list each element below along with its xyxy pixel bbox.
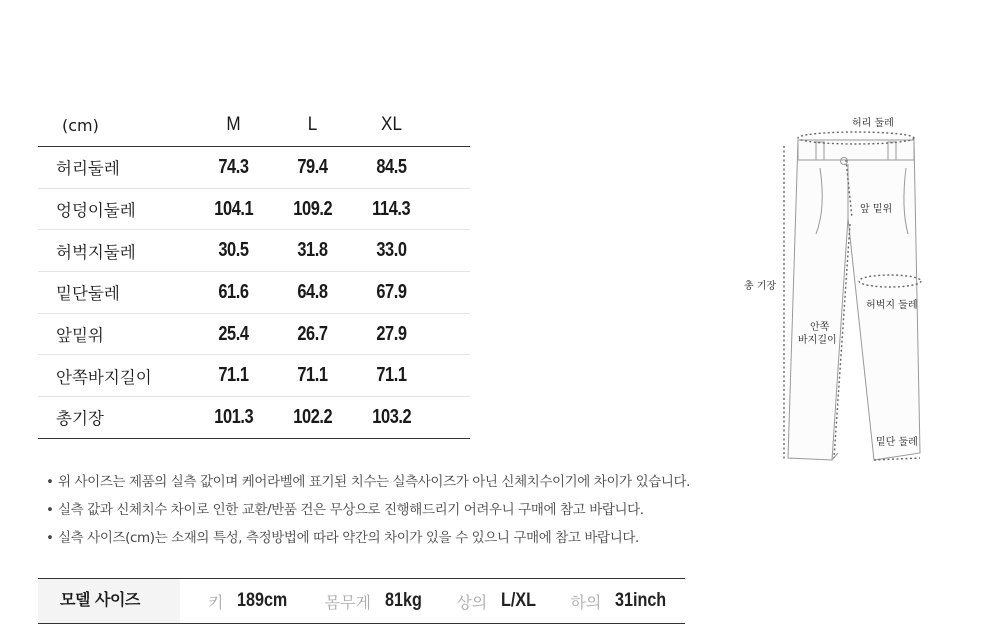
size-table [38, 104, 470, 439]
cell-value: 114.3 [372, 197, 411, 220]
model-weight [325, 590, 429, 613]
note-text: 실측 사이즈(cm)는 소재의 특성, 측정방법에 따라 약간의 차이가 있을 수 있으니 구매에 참고 바랍니다. [58, 530, 639, 546]
note-text: 실측 값과 신체치수 차이로 인한 교환/반품 건은 무상으로 진행해드리기 어려우니 구매에 참고 바랍니다. [58, 502, 644, 518]
model-value: 31inch [615, 590, 667, 611]
table-row [38, 272, 470, 314]
cell-value: 102.2 [292, 405, 333, 428]
cell-value: 33.0 [376, 239, 407, 262]
note-item [46, 498, 690, 526]
cell-value: 25.4 [218, 322, 249, 345]
model-key: 상의 [456, 592, 488, 612]
cell-value: 103.2 [371, 405, 412, 428]
table-row [38, 313, 470, 355]
inseam-label-line1: 안쪽 [810, 322, 830, 333]
size-col-l: L [307, 114, 318, 135]
model-key: 키 [208, 592, 224, 612]
hem-label: 밑단 둘레 [876, 437, 918, 448]
pants-measurement-diagram [736, 108, 936, 468]
cell-value: 61.6 [218, 280, 249, 303]
cell-value: 26.7 [297, 322, 328, 345]
cell-value: 71.1 [297, 364, 328, 387]
model-key: 몸무게 [324, 592, 372, 612]
waist-label: 허리 둘레 [852, 118, 894, 129]
row-label: 밑단둘레 [56, 284, 120, 304]
size-col-m: M [226, 114, 241, 135]
bullet-icon: • [46, 502, 54, 518]
model-value: L/XL [501, 590, 537, 611]
size-table-header [38, 104, 470, 147]
unit-label: (cm) [62, 115, 99, 135]
row-label: 앞밑위 [56, 326, 104, 346]
table-row [38, 355, 470, 397]
row-label: 엉덩이둘레 [56, 201, 136, 221]
bullet-icon: • [46, 530, 54, 546]
total-length-label: 총 기장 [744, 281, 777, 292]
model-height [208, 590, 297, 613]
model-size-title: 모델 사이즈 [38, 579, 180, 623]
cell-value: 104.1 [213, 197, 254, 220]
size-notes [46, 470, 690, 554]
model-bottom-size [570, 590, 675, 613]
cell-value: 109.2 [292, 197, 333, 220]
inseam-label-line2: 바지길이 [798, 335, 837, 346]
note-text: 위 사이즈는 제품의 실측 값이며 케어라벨에 표기된 치수는 실측사이즈가 아닌 신체치수이기에 차이가 있습니다. [58, 474, 691, 490]
model-size-bar [38, 578, 685, 624]
model-top-size [456, 590, 542, 613]
cell-value: 71.1 [218, 364, 249, 387]
thigh-label: 허벅지 둘레 [866, 300, 918, 311]
model-value: 81kg [385, 590, 422, 611]
model-key: 하의 [570, 592, 602, 612]
table-row [38, 188, 470, 230]
cell-value: 101.3 [213, 405, 254, 428]
model-value: 189cm [237, 590, 288, 611]
cell-value: 31.8 [297, 239, 328, 262]
table-row [38, 230, 470, 272]
table-row [38, 397, 470, 439]
bullet-icon: • [46, 474, 54, 490]
row-label: 안쪽바지길이 [56, 367, 152, 387]
cell-value: 67.9 [376, 280, 407, 303]
cell-value: 64.8 [297, 280, 328, 303]
rise-label: 앞 밑위 [860, 204, 893, 215]
cell-value: 79.4 [297, 155, 328, 178]
row-label: 허벅지둘레 [56, 242, 136, 262]
cell-value: 27.9 [376, 322, 407, 345]
row-label: 허리둘레 [56, 159, 120, 179]
table-row [38, 147, 470, 189]
note-item [46, 470, 690, 498]
cell-value: 30.5 [218, 239, 249, 262]
note-item [46, 526, 690, 554]
cell-value: 84.5 [376, 155, 407, 178]
cell-value: 71.1 [376, 364, 407, 387]
row-label: 총기장 [56, 409, 104, 429]
cell-value: 74.3 [218, 155, 249, 178]
size-col-xl: XL [381, 114, 402, 135]
